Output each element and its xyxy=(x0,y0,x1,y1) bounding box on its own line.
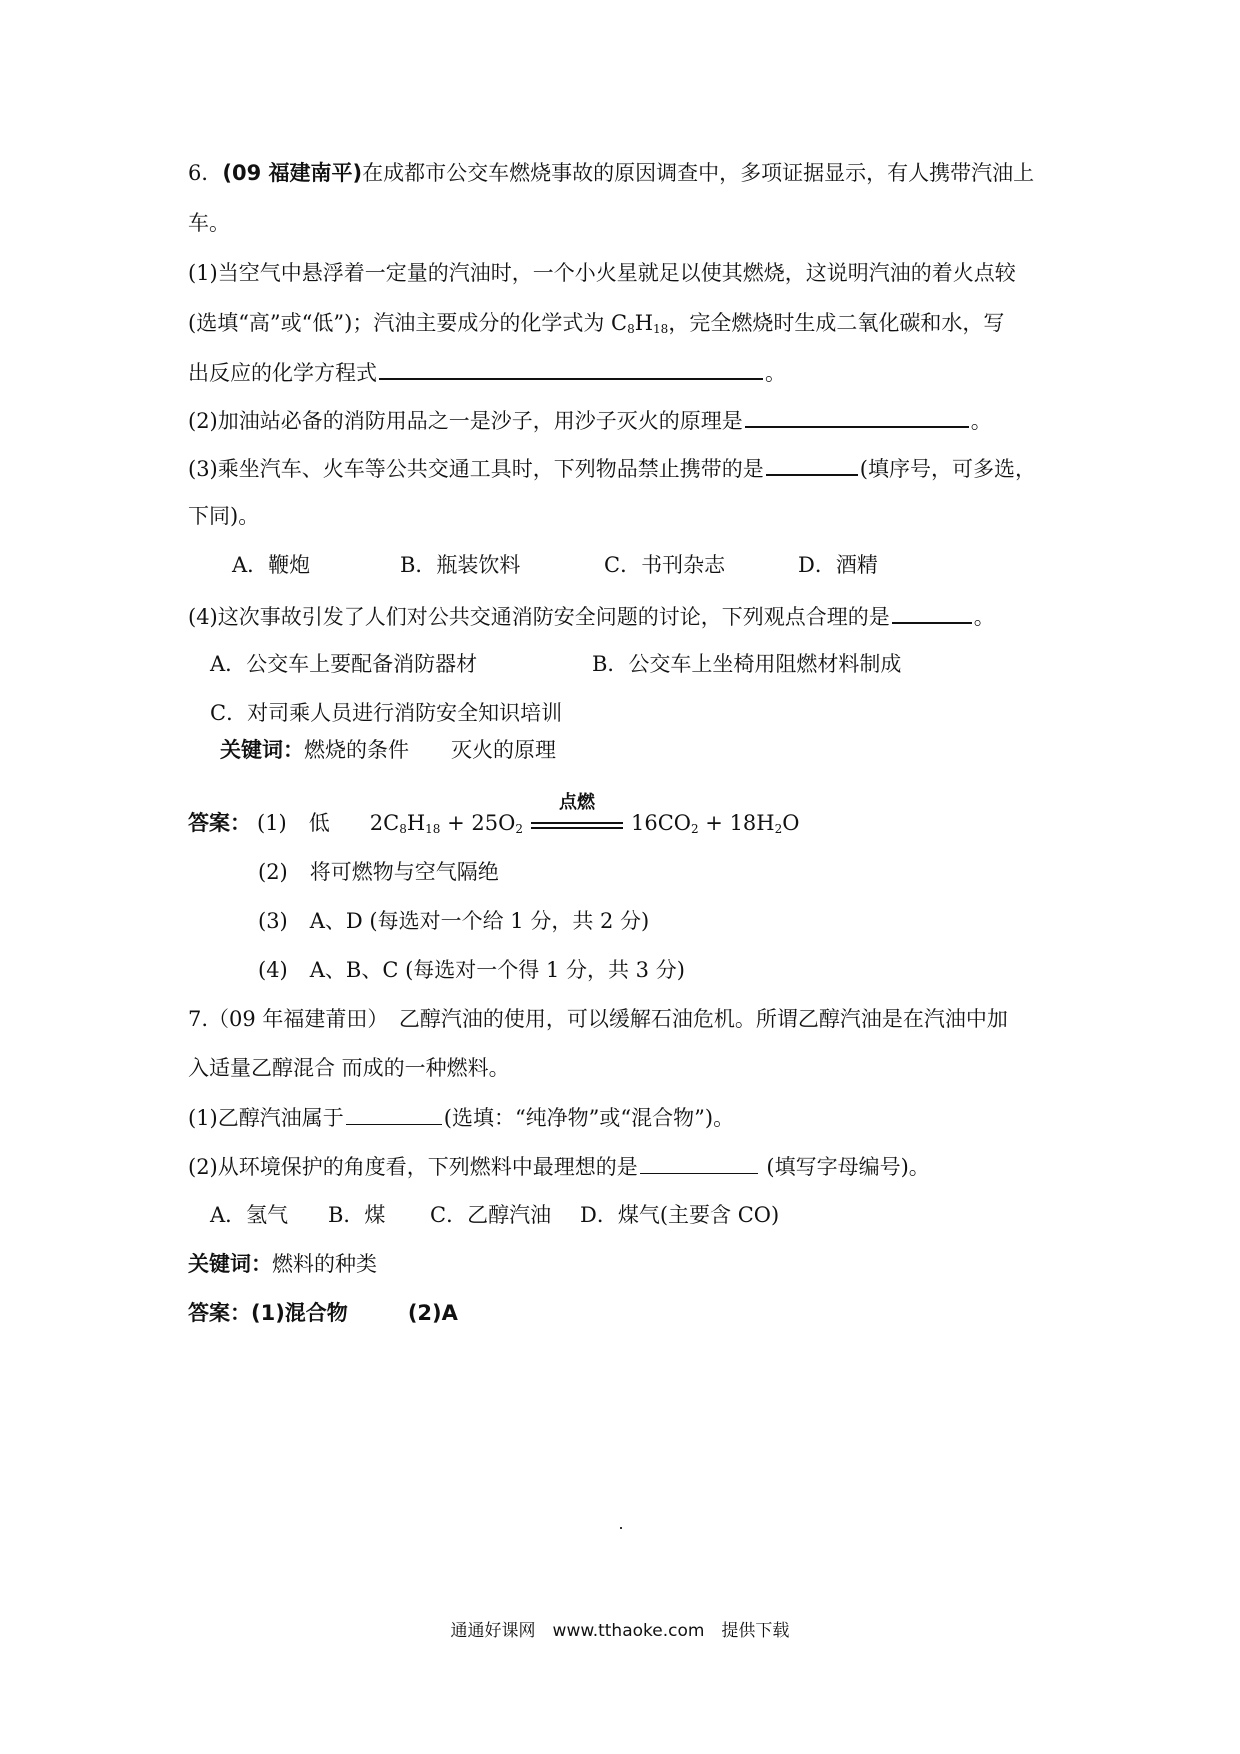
chemical-equation xyxy=(369,791,800,836)
answer-number: (4) xyxy=(258,958,288,982)
q7-part2 xyxy=(188,1151,930,1182)
punctuation: 。 xyxy=(970,409,992,433)
q7-answer xyxy=(188,1298,458,1328)
q6-part2-text: (2)加油站必备的消防用品之一是沙子，用沙子灭火的原理是 xyxy=(188,409,743,433)
q6-part1-line3 xyxy=(188,356,786,388)
q6-part3-text-b: (填序号，可多选， xyxy=(859,457,1036,481)
q6-part3-text-a: (3)乘坐汽车、火车等公共交通工具时，下列物品禁止携带的是 xyxy=(188,457,764,481)
q6-stem: 在成都市公交车燃烧事故的原因调查中，多项证据显示，有人携带汽油上 xyxy=(362,161,1035,185)
formula-subscript: 2 xyxy=(774,822,783,836)
condition-bar xyxy=(531,827,623,829)
q6-part3-option: D．酒精 xyxy=(798,553,878,577)
q7-line1: 7.（09 年福建莆田） 乙醇汽油的使用，可以缓解石油危机。所谓乙醇汽油是在汽油中加 xyxy=(188,1007,1008,1031)
q7-option: B．煤 xyxy=(328,1203,386,1227)
answer-blank[interactable] xyxy=(892,600,972,624)
formula-subscript: 2 xyxy=(690,822,699,836)
q6-answer-1 xyxy=(188,791,800,840)
equation-part: H xyxy=(406,811,426,835)
formula-subscript: 18 xyxy=(425,822,441,836)
equation-part: + 25O xyxy=(440,811,516,835)
formula-subscript: 8 xyxy=(399,822,407,836)
q6-keywords xyxy=(220,735,556,765)
condition-bar xyxy=(531,822,623,824)
q6-answer-3 xyxy=(258,906,649,936)
answer-blank[interactable] xyxy=(346,1102,442,1125)
equation-part: 16CO xyxy=(630,811,691,835)
page-footer: 通通好课网 www.tthaoke.com 提供下载 xyxy=(450,1621,790,1641)
q6-number: 6． xyxy=(188,161,223,185)
q6-part4-option: A．公交车上要配备消防器材 xyxy=(210,652,478,676)
q6-answer-2 xyxy=(258,857,499,887)
reaction-condition xyxy=(531,791,623,840)
q7-option: A．氢气 xyxy=(210,1203,289,1227)
equation-part: + 18H xyxy=(698,811,775,835)
q7-part2-text-a: (2)从环境保护的角度看，下列燃料中最理想的是 xyxy=(188,1155,638,1179)
q6-part3-option: B．瓶装饮料 xyxy=(400,553,521,577)
formula-subscript: 18 xyxy=(653,322,669,336)
answer-label: 答案： xyxy=(188,1301,251,1325)
q6-answer-4 xyxy=(258,955,685,985)
answer-blank[interactable] xyxy=(640,1151,758,1174)
keywords-label: 关键词： xyxy=(188,1252,272,1276)
q6-part3-line2: 下同)。 xyxy=(188,504,260,528)
q7-option: D．煤气(主要含 CO) xyxy=(580,1203,780,1227)
q6-part1-line1: (1)当空气中悬浮着一定量的汽油时，一个小火星就足以使其燃烧，这说明汽油的着火点较 xyxy=(188,261,1016,285)
answer-blank[interactable] xyxy=(766,452,858,476)
condition-label: 点燃 xyxy=(558,791,595,813)
punctuation: 。 xyxy=(765,361,786,385)
punctuation: 。 xyxy=(973,605,995,629)
keywords-label: 关键词： xyxy=(220,738,304,762)
answer-text: 低 xyxy=(308,811,330,835)
answer-number: (3) xyxy=(258,909,288,933)
q6-part1-text-a: (选填“高”或“低”)；汽油主要成分的化学式为 C xyxy=(188,311,628,335)
q7-part1 xyxy=(188,1102,734,1133)
q6-source: (09 福建南平) xyxy=(222,161,363,185)
keywords-text: 燃烧的条件 灭火的原理 xyxy=(304,738,556,762)
q6-part3-option: A．鞭炮 xyxy=(232,553,311,577)
keywords-text: 燃料的种类 xyxy=(272,1252,377,1276)
q6-part1-text: 出反应的化学方程式 xyxy=(188,361,377,385)
equation-part: 2C xyxy=(369,811,400,835)
q6-part3-line1 xyxy=(188,452,1036,484)
q7-line2: 入适量乙醇混合 而成的一种燃料。 xyxy=(188,1056,510,1080)
q6-part1-line2 xyxy=(188,308,1004,338)
formula-subscript: 8 xyxy=(627,322,635,336)
equation-part: O xyxy=(782,811,800,835)
answer-number: (1) xyxy=(257,811,287,835)
q6-part2 xyxy=(188,404,992,436)
page-dot xyxy=(620,1527,622,1529)
q6-part4-option: C．对司乘人员进行消防安全知识培训 xyxy=(210,701,563,725)
answer-text: 将可燃物与空气隔绝 xyxy=(309,860,499,884)
q6-part4 xyxy=(188,600,995,632)
answer-blank[interactable] xyxy=(379,356,763,380)
q7-part2-text-b: (填写字母编号)。 xyxy=(759,1155,930,1179)
q6-part1-text-b: H xyxy=(634,311,654,335)
answer-number: (2) xyxy=(258,860,288,884)
answer-blank[interactable] xyxy=(745,404,969,428)
answer-label: 答案： xyxy=(188,811,251,835)
q6-line2: 车。 xyxy=(188,211,230,235)
formula-subscript: 2 xyxy=(515,822,523,836)
q6-part4-option: B．公交车上坐椅用阻燃材料制成 xyxy=(592,652,902,676)
q7-option: C．乙醇汽油 xyxy=(430,1203,552,1227)
q6-line1 xyxy=(188,158,1034,188)
q7-keywords xyxy=(188,1249,377,1279)
answer-text: (1)混合物 xyxy=(251,1301,348,1325)
q6-part1-text-c: ，完全燃烧时生成二氧化碳和水，写 xyxy=(668,311,1005,335)
q7-part1-text-b: (选填：“纯净物”或“混合物”)。 xyxy=(443,1106,735,1130)
answer-text: A、D (每选对一个给 1 分，共 2 分) xyxy=(309,909,650,933)
q7-part1-text-a: (1)乙醇汽油属于 xyxy=(188,1106,344,1130)
answer-text: A、B、C (每选对一个得 1 分，共 3 分) xyxy=(309,958,685,982)
q6-part3-option: C．书刊杂志 xyxy=(604,553,726,577)
q6-part4-text: (4)这次事故引发了人们对公共交通消防安全问题的讨论，下列观点合理的是 xyxy=(188,605,890,629)
answer-text: (2)A xyxy=(407,1301,458,1325)
